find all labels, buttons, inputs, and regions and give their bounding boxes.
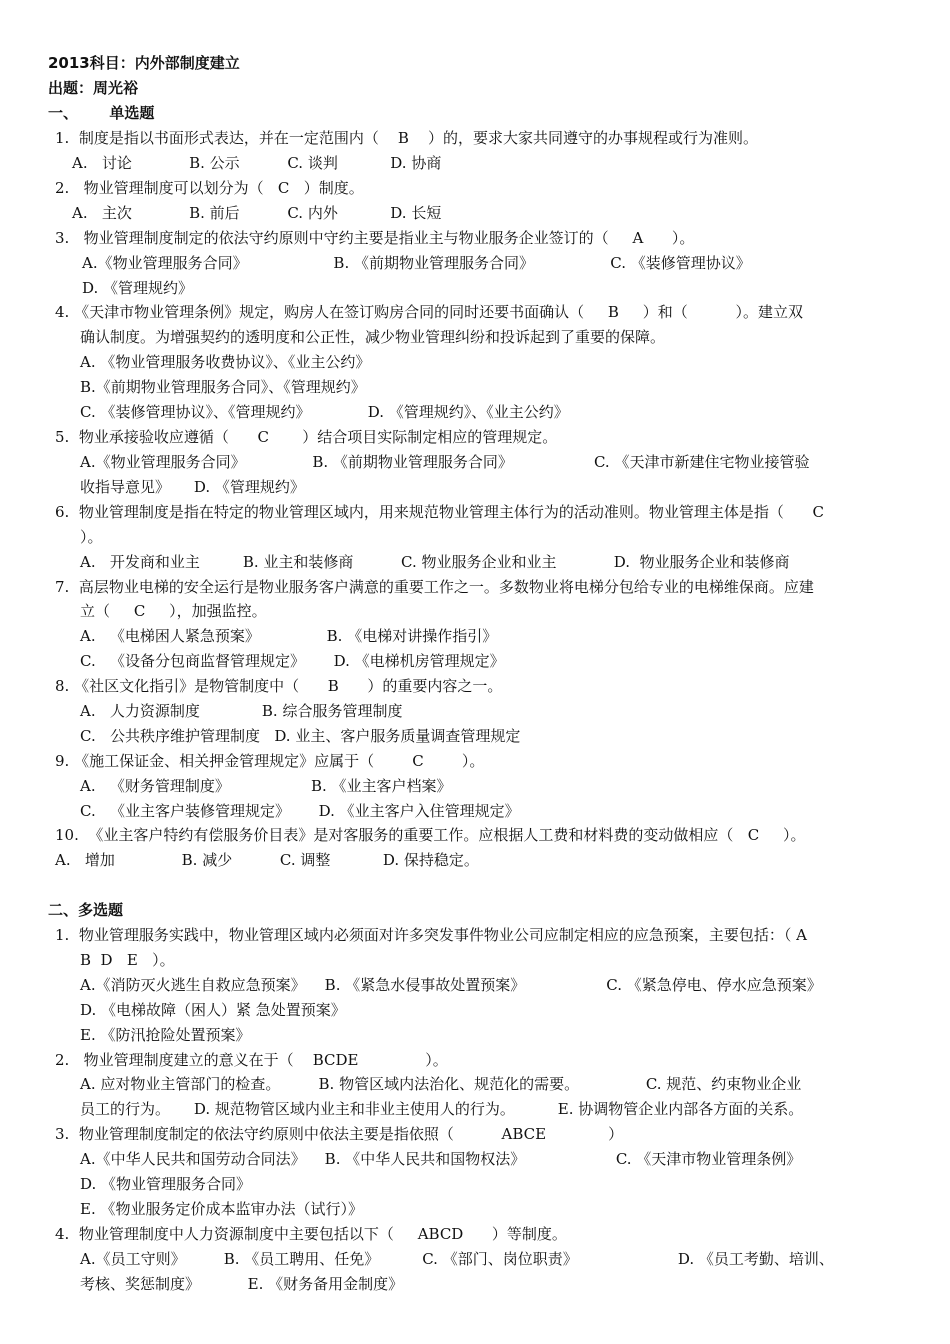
question-2: 2. 物业管理制度可以划分为（ C ）制度。 [55,179,364,197]
question-7-options-line1: A. 《电梯困人紧急预案》 B. 《电梯对讲操作指引》 [80,627,498,645]
question-6-options: A. 开发商和业主 B. 业主和装修商 C. 物业服务企业和业主 D. 物业服务企业和装修商 [80,553,790,571]
section-heading-single-choice: 一、 单选题 [48,104,155,122]
question-3: 3. 物业管理制度制定的依法守约原则中守约主要是指业主与物业服务企业签订的（ A ）。 [55,229,695,247]
question-7-options-line2: C. 《设备分包商监督管理规定》 D. 《电梯机房管理规定》 [80,652,505,670]
question-9-options-line1: A. 《财务管理制度》 B. 《业主客户档案》 [80,777,452,795]
question-10-options: A. 增加 B. 减少 C. 调整 D. 保持稳定。 [55,851,479,869]
question-5-options-line2: 收指导意见》 D. 《管理规约》 [80,478,305,496]
question-3-options-line2: D. 《管理规约》 [82,279,194,297]
question-8-options-line2: C. 公共秩序维护管理制度 D. 业主、客户服务质量调查管理规定 [80,727,521,745]
question-4-line1: 4. 《天津市物业管理条例》规定，购房人在签订购房合同的同时还要书面确认（ B ）和（ ）。建立双 [55,303,803,321]
question-4-option-a: A. 《物业管理服务收费协议》、《业主公约》 [80,353,371,371]
question-4-option-cd: C. 《装修管理协议》、《管理规约》 D. 《管理规约》、《业主公约》 [80,403,569,421]
multi-question-1-line2: B D E ）。 [80,951,175,969]
multi-question-1-options-line1: A.《消防灭火逃生自救应急预案》 B. 《紧急水侵事故处置预案》 C. 《紧急停电、停水应急预案》 [80,976,822,994]
multi-question-2-options-line1: A. 应对物业主管部门的检查。 B. 物管区域内法治化、规范化的需要。 C. 规范、约束物业企业 [80,1075,802,1093]
question-9: 9. 《施工保证金、相关押金管理规定》应属于（ C ）。 [55,752,485,770]
multi-question-1-options-line2: D. 《电梯故障（困人）紧 急处置预案》 [80,1001,346,1019]
question-9-options-line2: C. 《业主客户装修管理规定》 D. 《业主客户入住管理规定》 [80,802,520,820]
question-5-options-line1: A.《物业管理服务合同》 B. 《前期物业管理服务合同》 C. 《天津市新建住宅物业接管验 [80,453,810,471]
question-1-options: A. 讨论 B. 公示 C. 谈判 D. 协商 [72,154,442,172]
multi-question-3-options-line2: D. 《物业管理服务合同》 [80,1175,252,1193]
multi-question-2-options-line2: 员工的行为。 D. 规范物管区域内业主和非业主使用人的行为。 E. 协调物管企业内部各方面的关系。 [80,1100,804,1118]
multi-question-3-options-line1: A.《中华人民共和国劳动合同法》 B. 《中华人民共和国物权法》 C. 《天津市物业管理条例》 [80,1150,802,1168]
multi-question-4-options-line1: A.《员工守则》 B. 《员工聘用、任免》 C. 《部门、岗位职责》 D. 《员工考勤、培训、 [80,1250,834,1268]
question-3-options-line1: A.《物业管理服务合同》 B. 《前期物业管理服务合同》 C. 《装修管理协议》 [82,254,751,272]
subject-title: 2013科目：内外部制度建立 [48,54,240,72]
multi-question-2: 2. 物业管理制度建立的意义在于（ BCDE ）。 [55,1051,448,1069]
question-5: 5. 物业承接验收应遵循（ C ）结合项目实际制定相应的管理规定。 [55,428,558,446]
multi-question-1-line1: 1. 物业管理服务实践中，物业管理区域内必须面对许多突发事件物业公司应制定相应的应急预案，主要包括：（ A [55,926,807,944]
question-4-option-b: B.《前期物业管理服务合同》、《管理规约》 [80,378,366,396]
question-6-line1: 6. 物业管理制度是指在特定的物业管理区域内，用来规范物业管理主体行为的活动准则。物业管理主体是指（ C [55,503,824,521]
section-heading-multi-choice: 二、多选题 [48,901,124,919]
multi-question-3-options-line3: E. 《物业服务定价成本监审办法（试行）》 [80,1200,363,1218]
question-2-options: A. 主次 B. 前后 C. 内外 D. 长短 [72,204,442,222]
multi-question-3: 3. 物业管理制度制定的依法守约原则中依法主要是指依照（ ABCE ） [55,1125,624,1143]
multi-question-1-options-line3: E. 《防汛抢险处置预案》 [80,1026,251,1044]
question-8-options-line1: A. 人力资源制度 B. 综合服务管理制度 [80,702,403,720]
question-7-line1: 7. 高层物业电梯的安全运行是物业服务客户满意的重要工作之一。多数物业将电梯分包给专业的电梯维保商。应建 [55,578,814,596]
question-4-line2: 确认制度。为增强契约的透明度和公正性，减少物业管理纠纷和投诉起到了重要的保障。 [80,328,666,346]
question-6-line2: ）。 [80,528,103,546]
author-line: 出题：周光裕 [48,79,139,97]
question-7-line2: 立（ C ），加强监控。 [80,602,267,620]
question-1: 1. 制度是指以书面形式表达，并在一定范围内（ B ）的，要求大家共同遵守的办事规程或行为准则。 [55,129,759,147]
question-10: 10. 《业主客户特约有偿服务价目表》是对客服务的重要工作。应根据人工费和材料费的变动做相应（ C ）。 [55,826,806,844]
multi-question-4-options-line2: 考核、奖惩制度》 E. 《财务备用金制度》 [80,1275,404,1293]
question-8: 8. 《社区文化指引》是物管制度中（ B ）的重要内容之一。 [55,677,503,695]
multi-question-4: 4. 物业管理制度中人力资源制度中主要包括以下（ ABCD ）等制度。 [55,1225,567,1243]
